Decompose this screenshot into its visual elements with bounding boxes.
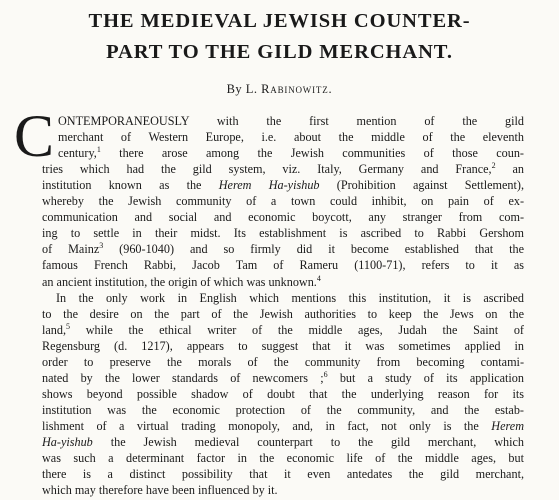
author-name: Rabinowitz. xyxy=(261,82,333,96)
footnote-marker: 2 xyxy=(491,161,496,171)
footnote-marker: 6 xyxy=(323,369,328,379)
body-line: whereby the Jewish community of a town could inhibit, on pain of ex- xyxy=(42,194,524,209)
footnote-marker: 3 xyxy=(99,241,104,251)
body-line: lishment of a virtual trading monopoly, and, in fact, not only is the Herem xyxy=(42,418,524,433)
body-line: nated by the lower standards of newcomers ;$^6$ but a study of its application xyxy=(42,369,524,385)
drop-cap: C xyxy=(14,103,55,169)
body-line: was such a determinant factor in the economic life of the middle ages, but xyxy=(42,451,524,466)
byline-prefix: By L. xyxy=(226,82,258,96)
body-line: merchant of Western Europe, i.e. about the middle of the eleventh xyxy=(58,130,524,145)
footnote-marker: 4 xyxy=(316,273,321,283)
article-title-line-1: THE MEDIEVAL JEWISH COUNTER- xyxy=(88,10,471,32)
body-line: institution known as the Herem Ha-yishub (Prohibition against Settlement), xyxy=(42,178,524,193)
byline xyxy=(0,82,559,97)
footnote-marker: 5 xyxy=(66,321,71,331)
footnote-marker: 1 xyxy=(96,145,101,155)
body-line: ing to settle in their midst. Its establishment is ascribed to Rabbi Gershom xyxy=(42,226,524,241)
article-title-line-2: PART TO THE GILD MERCHANT. xyxy=(106,41,453,63)
body-line: communication and social and economic boycott, any stranger from com- xyxy=(42,210,524,225)
body-line: land,$^5$ while the ethical writer of the middle ages, Judah the Saint of xyxy=(42,321,524,337)
body-line: Ha-yishub the Jewish medieval counterpart to the gild merchant, which xyxy=(42,435,524,449)
body-line: there is a distinct possibility that it even antedates the gild merchant, xyxy=(42,467,524,482)
body-line: famous French Rabbi, Jacob Tam of Rameru (1100-71), refers to it as xyxy=(42,258,524,273)
body-line: shows beyond possible shadow of doubt that the underlying reason for its xyxy=(42,386,524,401)
body-line: to the desire on the part of the Jewish authorities to keep the Jews on the xyxy=(42,306,524,321)
body-line: an ancient institution, the origin of which was unknown.$^4$ xyxy=(42,273,321,289)
body-line: century,$^1$ there arose among the Jewish communities of those coun- xyxy=(58,145,524,161)
body-line: tries which had the gild system, viz. Italy, Germany and France,$^2$ an xyxy=(42,161,524,177)
body-line: order to preserve the morals of the community from becoming contami- xyxy=(42,354,524,369)
body-line: of Mainz$^3$ (960-1040) and so firmly did it become established that the xyxy=(42,241,524,257)
body-line: ONTEMPORANEOUSLY with the first mention of the gild xyxy=(58,114,524,128)
body-line: In the only work in English which mentions this institution, it is ascribed xyxy=(56,290,524,305)
body-line: which may therefore have been influenced by it. xyxy=(42,483,278,498)
body-line: institution was the economic protection of the community, and the estab- xyxy=(42,402,524,417)
body-line: Regensburg (d. 1217), appears to suggest that it was sometimes applied in xyxy=(42,338,524,353)
